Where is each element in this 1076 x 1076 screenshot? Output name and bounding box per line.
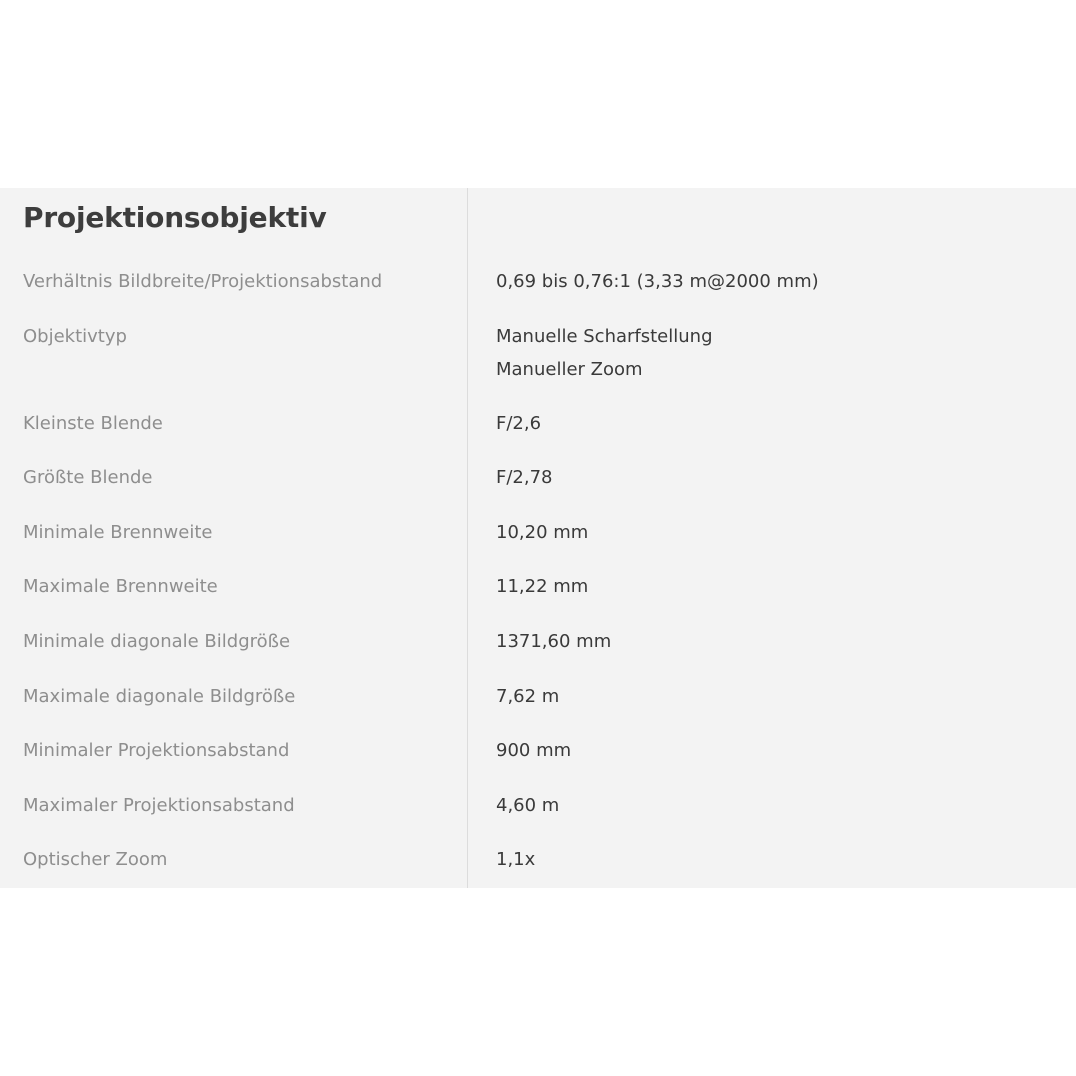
spec-value: 1,1x <box>496 849 536 871</box>
spec-value: 4,60 m <box>496 794 560 816</box>
spec-value: F/2,6 <box>496 412 542 434</box>
spec-value: 7,62 m <box>496 685 560 707</box>
spec-label: Maximale Brennweite <box>23 576 218 598</box>
spec-value: 0,69 bis 0,76:1 (3,33 m@2000 mm) <box>496 271 819 292</box>
spec-label: Objektivtyp <box>23 325 127 347</box>
spec-row-min-projection-distance <box>0 734 1076 789</box>
spec-value: 11,22 mm <box>496 576 589 598</box>
spec-value <box>496 320 1056 386</box>
spec-row-min-aperture <box>0 407 1076 462</box>
spec-value-line: Manuelle Scharfstellung <box>496 325 713 347</box>
spec-value: F/2,78 <box>496 467 553 489</box>
spec-label: Minimale diagonale Bildgröße <box>23 630 291 652</box>
spec-row-throw-ratio <box>0 265 1076 320</box>
spec-label: Maximale diagonale Bildgröße <box>23 685 296 707</box>
spec-row-min-diagonal <box>0 625 1076 680</box>
spec-label: Größte Blende <box>23 467 153 489</box>
spec-value: 900 mm <box>496 740 572 762</box>
spec-label: Maximaler Projektionsabstand <box>23 794 295 816</box>
spec-label: Verhältnis Bildbreite/Projektionsabstand <box>23 271 383 292</box>
spec-rows <box>0 265 1076 898</box>
spec-label: Optischer Zoom <box>23 849 168 871</box>
spec-label: Minimale Brennweite <box>23 521 213 543</box>
spec-row-lens-type <box>0 320 1076 407</box>
section-title: Projektionsobjektiv <box>23 201 327 234</box>
spec-row-optical-zoom <box>0 843 1076 898</box>
spec-value: 1371,60 mm <box>496 630 612 652</box>
spec-table <box>0 188 1076 888</box>
spec-value: 10,20 mm <box>496 521 589 543</box>
spec-value-line: Manueller Zoom <box>496 358 643 380</box>
spec-label: Minimaler Projektionsabstand <box>23 740 290 762</box>
spec-label: Kleinste Blende <box>23 412 163 434</box>
spec-row-max-aperture <box>0 461 1076 516</box>
spec-row-max-focal-length <box>0 570 1076 625</box>
spec-row-min-focal-length <box>0 516 1076 571</box>
spec-row-max-projection-distance <box>0 789 1076 844</box>
spec-row-max-diagonal <box>0 680 1076 735</box>
